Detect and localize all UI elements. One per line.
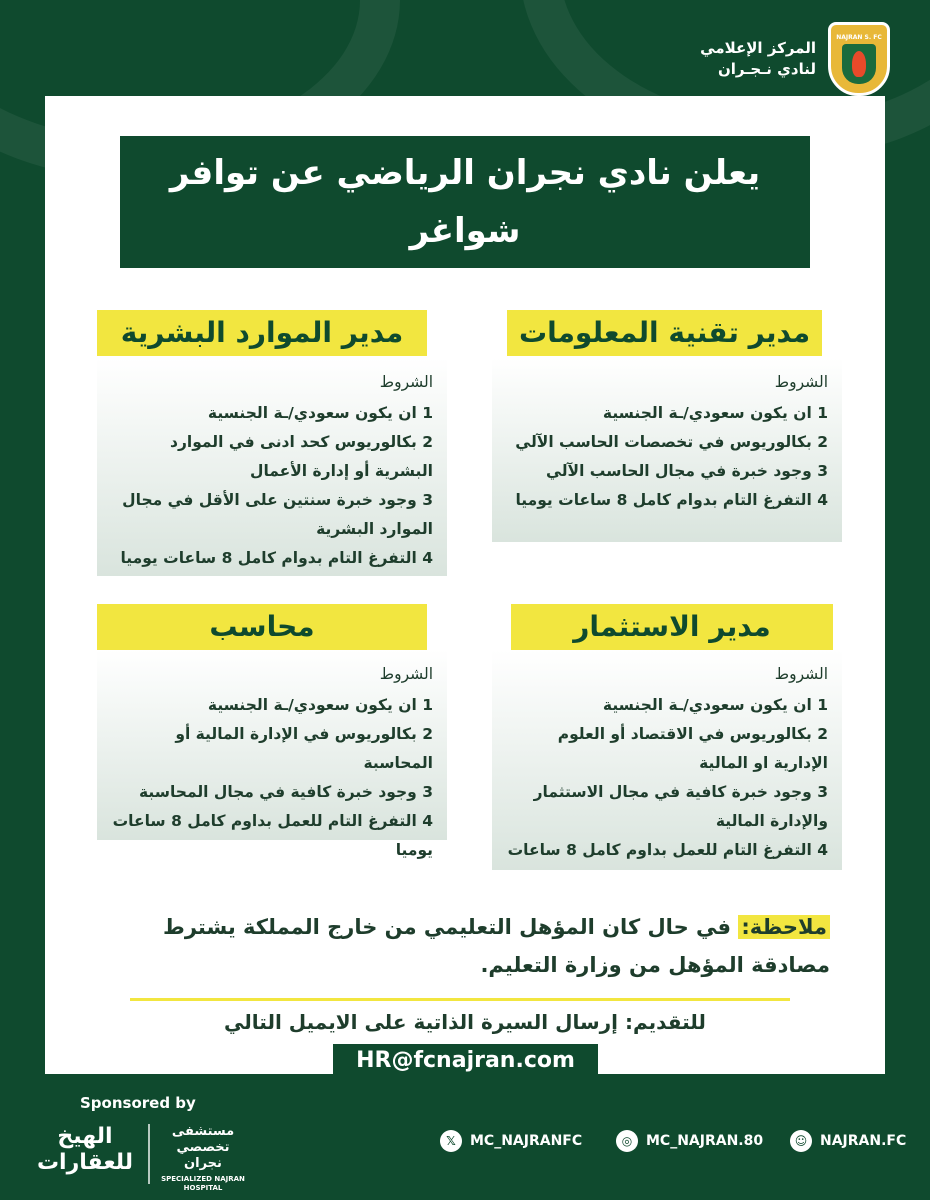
divider bbox=[130, 998, 790, 1001]
sponsor-alhaikh-logo: الهيخ للعقارات bbox=[36, 1124, 134, 1175]
social-instagram[interactable] bbox=[616, 1130, 763, 1152]
media-center-line1: المركز الإعلامي bbox=[700, 39, 816, 57]
media-center-title bbox=[700, 38, 816, 80]
snapchat-icon: ☺ bbox=[790, 1130, 812, 1152]
announcement-title-line2: وظيفية إدارية للجنسين bbox=[271, 269, 659, 309]
condition-item: 3 وجود خبرة كافية في مجال المحاسبة bbox=[138, 783, 433, 801]
apply-instructions: للتقديم: إرسال السيرة الذاتية على الايميل التالي bbox=[224, 1010, 706, 1034]
x-icon: 𝕏 bbox=[440, 1130, 462, 1152]
job-card-hr-manager bbox=[97, 358, 447, 576]
sponsor-separator bbox=[148, 1124, 150, 1184]
condition-item: 3 وجود خبرة في مجال الحاسب الآلي bbox=[546, 462, 828, 480]
condition-item: 1 ان يكون سعودي/ـة الجنسية bbox=[207, 404, 433, 422]
sponsor2-line2: تخصصي نجران bbox=[176, 1140, 230, 1171]
sponsored-label: Sponsored by bbox=[80, 1094, 196, 1112]
instagram-icon: ◎ bbox=[616, 1130, 638, 1152]
apply-email-link[interactable]: HR@fcnajran.com bbox=[333, 1044, 598, 1078]
social-handle: MC_NAJRAN.80 bbox=[646, 1133, 764, 1149]
condition-item: 3 وجود خبرة كافية في مجال الاستثمار والإدارة المالية bbox=[533, 783, 828, 830]
note bbox=[100, 908, 830, 984]
job-title-accountant: محاسب bbox=[97, 604, 427, 650]
announcement-title-line1: يعلن نادي نجران الرياضي عن توافر شواغر bbox=[169, 153, 761, 251]
condition-item: 3 وجود خبرة سنتين على الأقل في مجال الموارد البشرية bbox=[122, 491, 433, 538]
condition-item: 1 ان يكون سعودي/ـة الجنسية bbox=[207, 696, 433, 714]
social-snapchat[interactable] bbox=[790, 1130, 906, 1152]
condition-item: 2 بكالوريوس في تخصصات الحاسب الآلي bbox=[515, 433, 828, 451]
media-center-header bbox=[700, 22, 890, 96]
conditions-label: الشروط bbox=[774, 665, 828, 683]
job-card-accountant bbox=[97, 650, 447, 859]
announcement-card bbox=[45, 96, 885, 1074]
note-text: في حال كان المؤهل التعليمي من خارج المملكة يشترط مصادقة المؤهل من وزارة التعليم. bbox=[163, 915, 830, 977]
job-card-investment-manager bbox=[492, 650, 842, 870]
media-center-line2: لنادي نـجـران bbox=[717, 60, 816, 78]
sponsor-najran-hospital-logo bbox=[158, 1124, 248, 1193]
condition-item: 4 التفرغ التام للعمل بداوم كامل 8 ساعات يوميا bbox=[112, 812, 433, 859]
condition-item: 4 التفرغ التام بدوام كامل 8 ساعات يوميا bbox=[515, 491, 828, 509]
announcement-title bbox=[120, 136, 810, 309]
logo-text: NAJRAN S. FC bbox=[836, 34, 882, 41]
condition-item: 4 التفرغ التام بدوام كامل 8 ساعات يوميا bbox=[120, 549, 433, 567]
conditions-label: الشروط bbox=[379, 665, 433, 683]
condition-item: 2 بكالوريوس في الاقتصاد أو العلوم الإدارية او المالية bbox=[557, 725, 828, 772]
social-x[interactable] bbox=[440, 1130, 582, 1152]
condition-item: 2 بكالوريوس كحد ادنى في الموارد البشرية أو إدارة الأعمال bbox=[170, 433, 433, 480]
conditions-label: الشروط bbox=[379, 373, 433, 391]
job-card-it-manager bbox=[492, 358, 842, 542]
social-handle: MC_NAJRANFC bbox=[470, 1133, 583, 1149]
condition-item: 1 ان يكون سعودي/ـة الجنسية bbox=[602, 696, 828, 714]
job-title-investment-manager: مدير الاستثمار bbox=[511, 604, 833, 650]
conditions-label: الشروط bbox=[774, 373, 828, 391]
condition-item: 4 التفرغ التام للعمل بداوم كامل 8 ساعات bbox=[507, 841, 828, 859]
job-title-it-manager: مدير تقنية المعلومات bbox=[507, 310, 822, 356]
sponsor2-english: SPECIALIZED NAJRAN HOSPITAL bbox=[161, 1175, 245, 1192]
sponsor2-line1: مستشفى bbox=[171, 1124, 235, 1139]
club-logo bbox=[828, 22, 890, 96]
condition-item: 1 ان يكون سعودي/ـة الجنسية bbox=[602, 404, 828, 422]
social-handle: NAJRAN.FC bbox=[820, 1133, 907, 1149]
note-label: ملاحظة: bbox=[738, 915, 830, 939]
job-title-hr-manager: مدير الموارد البشرية bbox=[97, 310, 427, 356]
condition-item: 2 بكالوريوس في الإدارة المالية أو المحاسبة bbox=[175, 725, 433, 772]
